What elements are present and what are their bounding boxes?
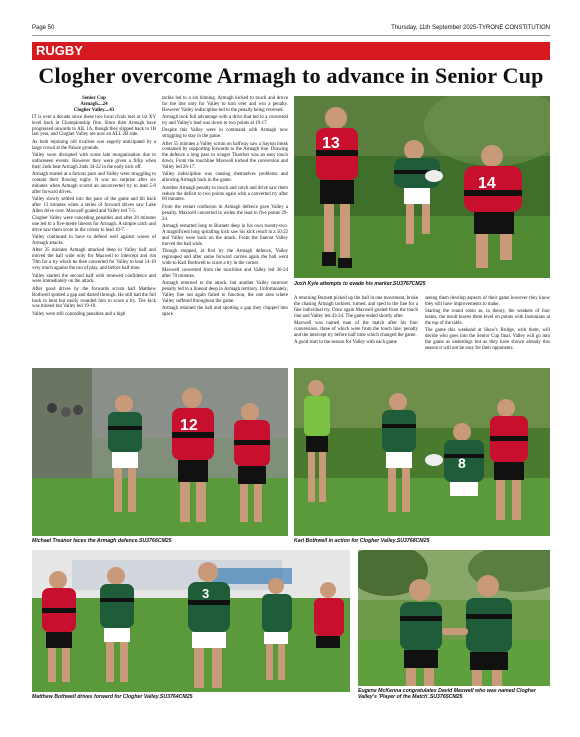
paragraph: Maxwell converted from the touchline and Valley led 36-24 after 70 minutes. bbox=[162, 267, 288, 279]
score-competition: Senior Cup bbox=[82, 96, 106, 101]
paragraph: Starting the round robin as, in theory, the weakest of four teams, the result leaves them level on points with Instonians at the top of the table. bbox=[425, 309, 550, 327]
paragraph: Armagh returned to the attack, but another Valley turnover penalty led to a lineout deep in Armagh territory. Unfortunately, Valley line out again failed to function, the one area where Valley suffered throughout the game. bbox=[162, 281, 288, 304]
jersey-number: 3 bbox=[202, 586, 210, 601]
paragraph: Armagh took full advantage with a drive that led to a converted try and Valley's lead was down to two points at 19-17. bbox=[162, 115, 288, 127]
article-column-2 bbox=[162, 96, 288, 319]
article-column-4 bbox=[425, 296, 550, 353]
paragraph: Armagh retained the ball and spotting a gap they chipped into space. bbox=[162, 306, 288, 318]
award-photo bbox=[358, 550, 550, 686]
paragraph: As both rejoining old rivalries was eagerly anticipated by a large crowd at the Palace grounds. bbox=[32, 139, 156, 151]
rugby-action-photo bbox=[294, 368, 550, 536]
photo-josh-kyle bbox=[294, 96, 550, 278]
score-clogher: Clogher Valley....43 bbox=[73, 107, 115, 113]
paragraph: A returning Burnett picked up the ball in one movement, broke the chasing Armagh tacklers, turned, and sped to the line for a fine individual try. Once again Maxwell goaled from the touch line and Valley led 43-24. The game ended shortly after. bbox=[294, 296, 418, 319]
rugby-action-photo bbox=[32, 368, 288, 536]
article-column-1 bbox=[32, 96, 156, 319]
page-number: Page 50 bbox=[32, 25, 55, 31]
paragraph: Valley were disrupted with some late reorganisation due to unforeseen events. However they were given a fillip when their 2nds beat Armagh 2nds 34-22 in the early kick off. bbox=[32, 152, 156, 170]
paragraph: seeing them develop aspects of their game however they know they still have improvements to make. bbox=[425, 296, 550, 307]
score-armagh: Armagh....24 bbox=[80, 101, 108, 107]
jersey-number: 12 bbox=[180, 417, 198, 434]
paragraph: Valley were still conceding penalties and a high bbox=[32, 311, 126, 317]
rugby-action-photo bbox=[32, 550, 350, 692]
caption-josh-kyle: Josh Kyle attempts to evade his marker.SU3767CM25 bbox=[294, 281, 426, 287]
paragraph: Valley indiscipline was causing themselves problems and allowing Armagh back in the game. bbox=[162, 172, 288, 184]
paragraph: Valley slowly settled into the pace of the game and hit back after 13 minutes when a series of forward drives saw Luke Allen drive over. Maxwell goaled and Valley led 7-5. bbox=[32, 197, 156, 214]
score-block bbox=[32, 96, 156, 114]
paragraph: After 35 minutes Armagh attacked deep in Valley half and moved the ball wide only for Maxwell to intercept and run 70m for a try which he then converted for Valley to lead 14-10 very much against the run of play, and before half time. bbox=[32, 248, 156, 272]
paragraph: tackle led to a sin binning. Armagh kicked to touch and drove for the line only for Valley to turn over and win a penalty. However Valley indiscipline led to the penalty being reversed. bbox=[162, 96, 288, 113]
section-label: RUGBY bbox=[36, 43, 83, 58]
rugby-action-photo bbox=[294, 96, 550, 278]
paragraph: Maxwell was named man of the match after his four conversions, three of which were from the touch line; penalty and the intercept try before half time which changed the game. bbox=[294, 321, 418, 338]
paragraph: After 55 minutes a Valley scrum on halfway saw a Sayton break contained by supporting forwards to the Armagh line. Drawing the defence a long pass to winger Thatcher was an easy touch down. From the touchline Maxwell kicked the conversion and Valley led 26-17. bbox=[162, 141, 288, 171]
paragraph: Valley continued to have to defend well against waves of Armagh attacks. bbox=[32, 235, 156, 247]
caption-karl-bothwell: Karl Bothwell in action for Clogher Valley.SU3768CM25 bbox=[294, 538, 430, 544]
photo-matthew-bothwell bbox=[32, 550, 350, 692]
article-column-3 bbox=[294, 296, 418, 347]
paragraph: Clogher Valley were conceding penalties and after 20 minutes one led to a five-metre lineout for Armagh. A simple catch and drive saw them score in the corner to lead 10-7. bbox=[32, 216, 156, 233]
photo-player-of-match bbox=[358, 550, 550, 686]
header-rule bbox=[32, 35, 550, 36]
jersey-number: 14 bbox=[478, 175, 496, 192]
jersey-number: 13 bbox=[322, 135, 340, 152]
paragraph: A good start to the season for Valley with each game bbox=[294, 340, 397, 346]
headline: Clogher overcome Armagh to advance in Senior Cup bbox=[38, 63, 544, 88]
paragraph: IT is over a decade since these two local rivals met at 1st XV level back in Championship One. Since then Armagh have progressed onwards to AIL 1A, though they slipped back to 1B last year, and Clogher Valley are now an ALL 2B side. bbox=[32, 114, 156, 138]
photo-karl-bothwell bbox=[294, 368, 550, 536]
paragraph: Though stopped, at first by the Armagh defence, Valley regrouped and after some forward carries again the ball went wide to Karl Bothwell to score a try in the corner. bbox=[162, 248, 288, 266]
paper-dateline: Thursday, 11th September 2025-TYRONE CONSTITUTION bbox=[391, 25, 550, 31]
caption-michael-treanor: Michael Treanor faces the Armagh defence.SU3766CM25 bbox=[32, 538, 172, 544]
page-header bbox=[32, 22, 550, 34]
caption-matthew-bothwell: Matthew Bothwell drives forward for Clogher Valley.SU3764CM25 bbox=[32, 694, 193, 700]
paragraph: From the restart confusion in Armagh defence gave Valley a penalty. Maxwell converted to widen the lead to five points 29-24. bbox=[162, 204, 288, 222]
paragraph: After good drives by the forwards scrum half Matthew Bothwell spotted a gap and darted through. He still had the full back to beat but easily rounded him to score a try. The kick was missed but Valley led 19-10. bbox=[32, 286, 156, 310]
paragraph: Armagh started at a furious pace and Valley were struggling to contain their flowing rugby. It was no surprise after six minutes when Armagh scored an unconverted try to lead 5-0 after forward drives. bbox=[32, 172, 156, 195]
photo-michael-treanor bbox=[32, 368, 288, 536]
section-banner bbox=[32, 42, 550, 60]
jersey-number: 8 bbox=[458, 455, 466, 471]
paragraph: Another Armagh penalty to touch and catch and drive saw them reduce the deficit to two points again with a converted try after 60 minutes. bbox=[162, 185, 288, 203]
paragraph: Despite this Valley were in command with Armagh now struggling to stay in the game. bbox=[162, 128, 288, 140]
paragraph: The game this weekend at Shaw's Bridge, with them, will decide who goes into the Senior Cup final. Valley will go into the game as underdogs but as they have shown already this season it will not be easy for their opponents. bbox=[425, 328, 550, 352]
paragraph: Armagh restarted long to Burnett deep in his own twenty-two. A magnificent long spiralling kick saw his kick result in a 50:22 and Valley were back on the attack. From the lineout Valley moved the ball wide. bbox=[162, 223, 288, 247]
caption-player-of-match: Eugene McKenna congratulates David Maxwell who was named Clogher Valley's 'Player of the Match'.SU3765CM25 bbox=[358, 688, 536, 700]
paragraph: Valley started the second half with renewed confidence and were immediately on the attack. bbox=[32, 273, 156, 285]
